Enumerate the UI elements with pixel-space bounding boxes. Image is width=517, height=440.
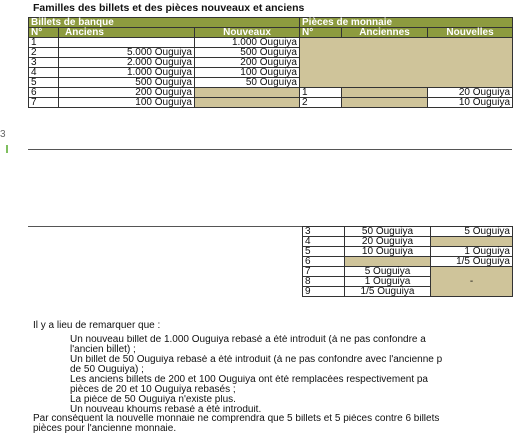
cell: 6: [303, 257, 345, 267]
cell: 2: [29, 48, 59, 58]
cell: 3: [29, 58, 59, 68]
col-header-no: N°: [29, 28, 59, 38]
conclusion-text: Par conséquent la nouvelle monnaie ne comprendra que 5 billets et 5 pièces contre 6 billets pièces pour l'ancienne monnaie.: [33, 414, 440, 434]
table-row: [303, 267, 513, 277]
table-row: [303, 257, 513, 267]
list-item: • Un billet de 50 Ouguiya rebasé a été introduit (à ne pas confondre avec l'ancienne p de 50 Ouguiya) ;: [62, 355, 517, 375]
remarks-list: [50, 335, 517, 415]
table-row: [303, 227, 513, 237]
margin-marker: [6, 145, 8, 153]
cell: 4: [29, 68, 59, 78]
cell: 100 Ouguiya: [59, 98, 195, 108]
page-break-line: [28, 226, 302, 227]
cell: 1: [29, 38, 59, 48]
cell: 5 Ouguiya: [431, 227, 513, 237]
cell: 2: [300, 98, 342, 108]
cell: 1/5 Ouguiya: [345, 287, 431, 297]
cell: 3: [303, 227, 345, 237]
cell: 20 Ouguiya: [428, 88, 513, 98]
col-header-no-coins: N°: [300, 28, 342, 38]
page-number-marker: 3: [0, 129, 6, 140]
cell: [345, 257, 431, 267]
empty-shaded-cell: [300, 38, 513, 88]
cell: 500 Ouguiya: [59, 78, 195, 88]
col-header-nouvelles: Nouvelles: [428, 28, 513, 38]
cell: 2.000 Ouguiya: [59, 58, 195, 68]
cell: 9: [303, 287, 345, 297]
cell: 10 Ouguiya: [345, 247, 431, 257]
cell: 5: [29, 78, 59, 88]
list-item: • Un nouveau billet de 1.000 Ouguiya rebasé a été introduit (à ne pas confondre a l'ancien billet) ;: [62, 335, 517, 355]
cell: 5.000 Ouguiya: [59, 48, 195, 58]
coins-table-continued: [302, 226, 513, 297]
cell: 1: [300, 88, 342, 98]
cell: 1/5 Ouguiya: [431, 257, 513, 267]
cell: 7: [303, 267, 345, 277]
cell: 100 Ouguiya: [195, 68, 300, 78]
cell: [59, 38, 195, 48]
cell: 500 Ouguiya: [195, 48, 300, 58]
page-break-line: [28, 149, 512, 150]
table-row: [29, 38, 513, 48]
list-item: • La pièce de 50 Ouguiya n'existe plus.: [62, 395, 517, 405]
group-header-banknotes: Billets de banque: [29, 18, 300, 28]
cell: [431, 237, 513, 247]
cell: 20 Ouguiya: [345, 237, 431, 247]
cell: 1.000 Ouguiya: [195, 38, 300, 48]
cell: 7: [29, 98, 59, 108]
cell: -: [431, 267, 513, 297]
col-header-anciens: Anciens: [59, 28, 195, 38]
col-header-nouveaux: Nouveaux: [195, 28, 300, 38]
cell: [342, 98, 428, 108]
col-header-anciennes: Anciennes: [342, 28, 428, 38]
cell: 5: [303, 247, 345, 257]
table-row: [29, 88, 513, 98]
cell: 200 Ouguiya: [59, 88, 195, 98]
cell: 200 Ouguiya: [195, 58, 300, 68]
list-item: • Un nouveau khoums rebasé a été introduit.: [62, 405, 517, 415]
cell: 4: [303, 237, 345, 247]
table-row: [29, 98, 513, 108]
table-row: [303, 237, 513, 247]
list-item: • Les anciens billets de 200 et 100 Ouguiya ont été remplacées respectivement pa pièces de 20 et 10 Ouguiya rebasés ;: [62, 375, 517, 395]
cell: 50 Ouguiya: [195, 78, 300, 88]
cell: 6: [29, 88, 59, 98]
currency-table: [28, 17, 513, 108]
cell: 50 Ouguiya: [345, 227, 431, 237]
cell: 10 Ouguiya: [428, 98, 513, 108]
cell: [195, 98, 300, 108]
cell: [195, 88, 300, 98]
cell: 8: [303, 277, 345, 287]
cell: 1 Ouguiya: [431, 247, 513, 257]
intro-text: Il y a lieu de remarquer que :: [33, 320, 161, 331]
cell: 1 Ouguiya: [345, 277, 431, 287]
cell: [342, 88, 428, 98]
cell: 5 Ouguiya: [345, 267, 431, 277]
cell: 1.000 Ouguiya: [59, 68, 195, 78]
page-title: Familles des billets et des pièces nouveaux et anciens: [33, 2, 305, 14]
group-header-coins: Pièces de monnaie: [300, 18, 513, 28]
table-row: [303, 247, 513, 257]
